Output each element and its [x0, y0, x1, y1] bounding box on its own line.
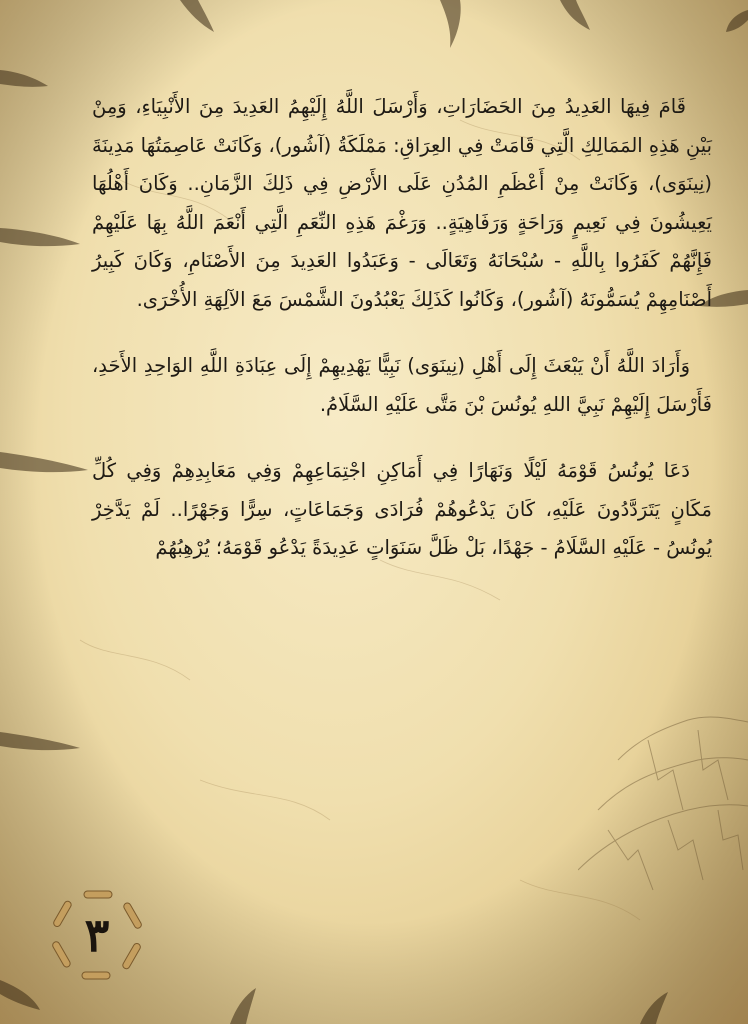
mountain-sketch-illustration — [578, 700, 748, 900]
page-number-badge — [50, 888, 144, 982]
paragraph-3: دَعَا يُونُسُ قَوْمَهُ لَيْلًا وَنَهَارًا فِي أَمَاكِنِ اجْتِمَاعِهِمْ وَفِي مَعَابِدِهِمْ وَفِي كُلِّ مَكَانٍ يَتَرَدَّدُونَ عَلَيْهِ، كَانَ يَدْعُوهُمْ فُرَادَى وَجَمَاعَاتٍ، سِرًّا وَجَهْرًا.. لَمْ يَدَّخِرْ يُونُسُ - عَلَيْهِ السَّلَامُ - جَهْدًا، بَلْ ظَلَّ سَنَوَاتٍ عَدِيدَةً يَدْعُو قَوْمَهُ؛ يُرْهِبُهُمْ — [92, 459, 712, 559]
page-number: ٣ — [84, 908, 110, 962]
paragraph-2: وَأَرَادَ اللَّهُ أَنْ يَبْعَثَ إِلَى أَهْلِ (نِينَوَى) نَبِيًّا يَهْدِيهِمْ إِلَى عِبَادَةِ اللَّهِ الوَاحِدِ الأَحَدِ، فَأَرْسَلَ إِلَيْهِمْ نَبِيَّ اللهِ يُونُسَ بْنَ مَتَّى عَلَيْهِ السَّلَامُ. — [92, 354, 712, 416]
paragraph-1: قَامَ فِيهَا العَدِيدُ مِنَ الحَضَارَاتِ، وَأَرْسَلَ اللَّهُ إِلَيْهِمُ العَدِيدَ مِنَ الأَنْبِيَاءِ، وَمِنْ بَيْنِ هَذِهِ المَمَالِكِ الَّتِي قَامَتْ فِي العِرَاقِ: مَمْلَكَةُ (آشُور)، وَكَانَتْ عَاصِمَتُهَا مَدِينَةَ (نِينَوَى)، وَكَانَتْ مِنْ أَعْظَمِ المُدُنِ عَلَى الأَرْضِ فِي ذَلِكَ الزَّمَانِ.. وَكَانَ أَهْلُهَا يَعِيشُونَ فِي نَعِيمٍ وَرَاحَةٍ وَرَفَاهِيَةٍ.. وَرَغْمَ هَذِهِ النِّعَمِ الَّتِي أَنْعَمَ اللَّهُ بِهَا عَلَيْهِمْ فَإِنَّهُمْ كَفَرُوا بِاللَّهِ - سُبْحَانَهُ وَتَعَالَى - وَعَبَدُوا العَدِيدَ مِنَ الأَصْنَامِ، وَكَانَ كَبِيرُ أَصْنَامِهِمْ يُسَمُّونَهُ (آشُور)، وَكَانُوا كَذَلِكَ يَعْبُدُونَ الشَّمْسَ مَعَ الآلِهَةِ الأُخْرَى. — [92, 95, 712, 311]
story-text — [92, 88, 712, 596]
